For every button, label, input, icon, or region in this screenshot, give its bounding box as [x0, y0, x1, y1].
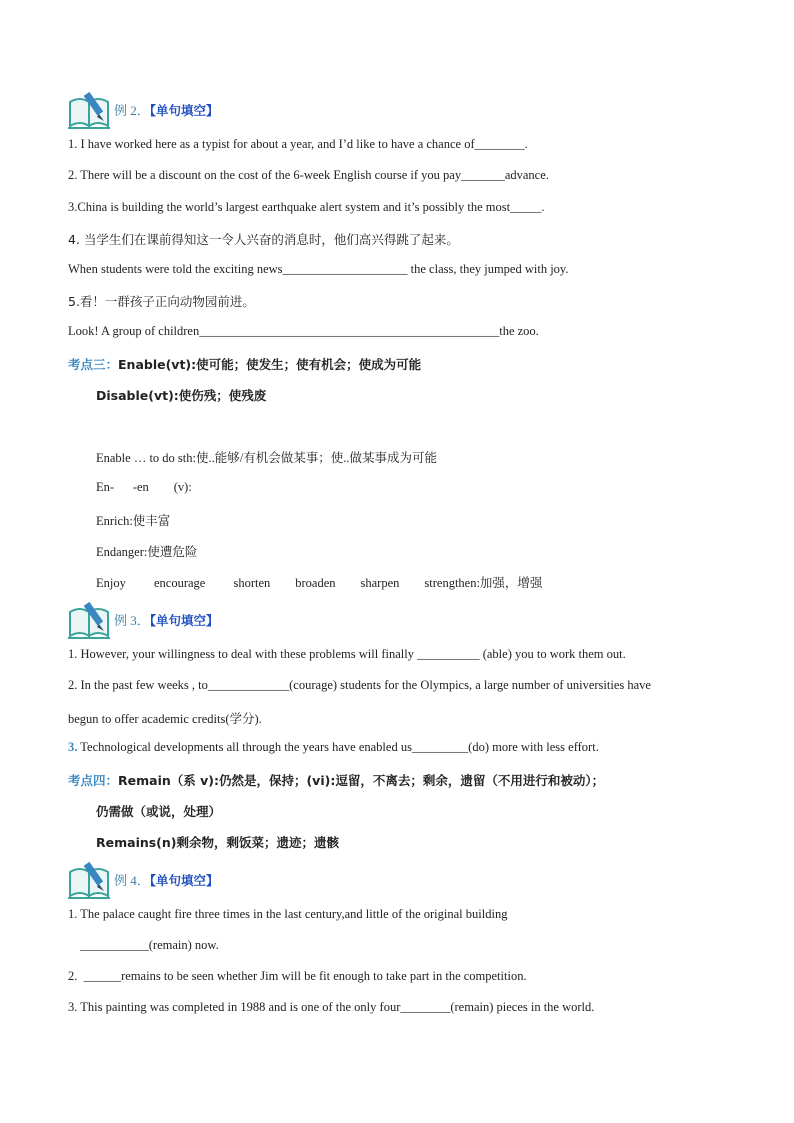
key-point-3-heading: 考点三：Enable(vt):使可能；使发生；使有机会；使成为可能	[68, 357, 422, 372]
example-3-line-1: 1. However, your willingness to deal with these problems will finally __________ (able) you to work them out.	[68, 647, 626, 661]
key-point-4-heading: 考点四：Remain（系 v):仍然是，保持；(vi):逗留，不离去；剩余，遗留（不用进行和被动）；	[68, 773, 605, 788]
key-point-3-line-3: Enrich:使丰富	[96, 514, 171, 528]
example-3-line-2: 2. In the past few weeks , to_____________(courage) students for the Olympics, a large number of universities have	[68, 678, 651, 692]
example-3-header	[68, 600, 288, 640]
example-2-line-1: 1. I have worked here as a typist for about a year, and I’d like to have a chance of________.	[68, 137, 528, 151]
example-label: 例 3．【单句填空】	[114, 613, 219, 628]
example-4-header	[68, 860, 288, 900]
example-label: 例 2．【单句填空】	[114, 103, 219, 118]
example-3-line-2-cont: begun to offer academic credits(学分).	[68, 712, 262, 726]
key-point-4-line-2: 仍需做（或说，处理）	[96, 804, 222, 819]
book-pencil-icon	[68, 860, 112, 900]
book-pencil-icon	[68, 600, 112, 640]
example-2-line-4: 4. 当学生们在课前得知这一令人兴奋的消息时，他们高兴得跳了起来。	[68, 232, 459, 247]
book-pencil-icon	[68, 90, 112, 130]
example-2-line-7: Look! A group of children________________________________________________the zoo.	[68, 324, 539, 338]
key-point-3-line-4: Endanger:使遭危险	[96, 545, 198, 559]
example-2-line-2: 2. There will be a discount on the cost of the 6-week English course if you pay_______advance.	[68, 168, 549, 182]
example-4-line-1-cont: ___________(remain) now.	[80, 938, 219, 952]
key-point-3-line-2: En- -en (v):	[96, 480, 192, 494]
key-point-3-line-5: Enjoy encourage shorten broaden sharpen strengthen:加强，增强	[96, 576, 543, 590]
example-4-line-3: 3. This painting was completed in 1988 and is one of the only four________(remain) pieces in the world.	[68, 1000, 595, 1014]
example-4-line-1: 1. The palace caught fire three times in the last century,and little of the original building	[68, 907, 508, 921]
example-3-line-3: 3. Technological developments all through the years have enabled us_________(do) more with less effort.	[68, 740, 599, 754]
key-point-4-remains: Remains(n)剩余物，剩饭菜；遗迹；遗骸	[96, 835, 340, 850]
example-2-line-5: When students were told the exciting news____________________ the class, they jumped with joy.	[68, 262, 569, 276]
example-2-line-6: 5.看！一群孩子正向动物园前进。	[68, 294, 255, 309]
key-point-3-disable: Disable(vt):使伤残；使残废	[96, 388, 267, 403]
example-4-line-2: 2. ______remains to be seen whether Jim will be fit enough to take part in the competition.	[68, 969, 527, 983]
example-2-line-3: 3.China is building the world’s largest earthquake alert system and it’s possibly the most_____.	[68, 200, 545, 214]
key-point-3-line-1: Enable … to do sth:使..能够/有机会做某事；使..做某事成为可能	[96, 451, 437, 465]
example-label: 例 4．【单句填空】	[114, 873, 219, 888]
example-2-header	[68, 90, 288, 130]
